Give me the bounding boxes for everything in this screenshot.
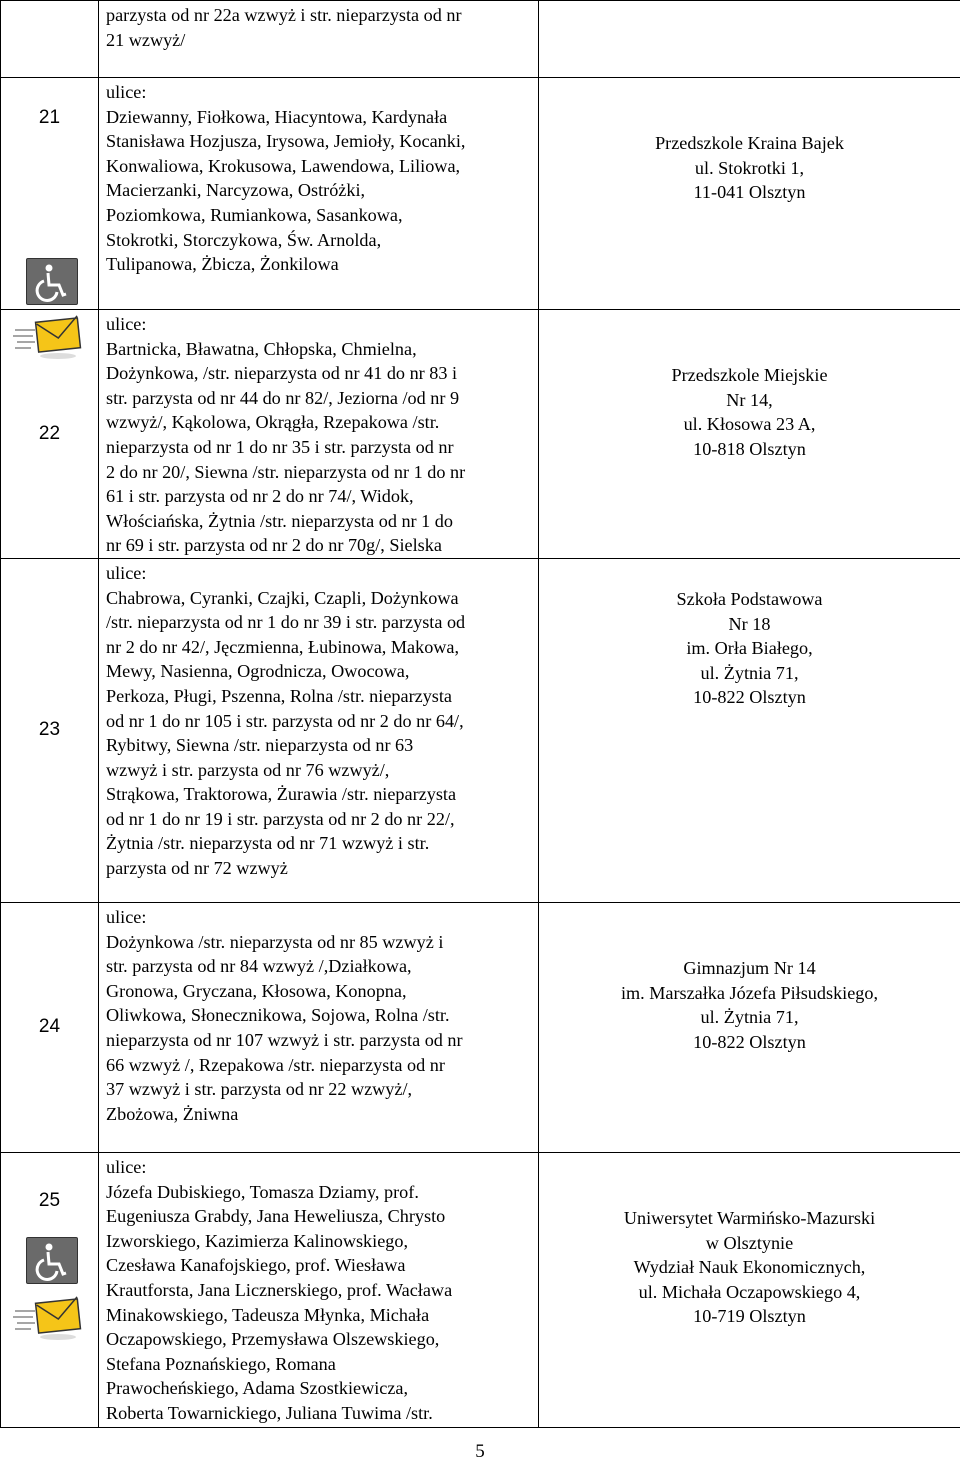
text-line: Zbożowa, Żniwna xyxy=(106,1103,239,1124)
institution-address: ul. Stokrotki 1, xyxy=(694,157,805,178)
institution-city: 10-818 Olsztyn xyxy=(693,438,806,459)
text-line: 66 wzwyż /, Rzepakowa /str. nieparzysta od nr xyxy=(106,1054,445,1075)
text-line: Czesława Kanafojskiego, prof. Wiesława xyxy=(106,1255,406,1276)
text-line: Oczapowskiego, Przemysława Olszewskiego, xyxy=(106,1329,440,1350)
streets-label: ulice: xyxy=(106,906,147,927)
text-line: Mewy, Nasienna, Ogrodnicza, Owocowa, xyxy=(106,661,410,682)
table-row-25 xyxy=(1,1152,960,1427)
institution-city: 10-822 Olsztyn xyxy=(693,1031,806,1052)
institution-address: ul. Michała Oczapowskiego 4, xyxy=(638,1281,861,1302)
number-cell xyxy=(1,1152,99,1427)
institution-name: Szkoła Podstawowa xyxy=(676,588,823,609)
text-line: 37 wzwyż i str. parzysta od nr 22 wzwyż/, xyxy=(106,1079,413,1100)
text-line: Tulipanowa, Żbicza, Żonkilowa xyxy=(106,254,339,275)
text-line: Bartnicka, Bławatna, Chłopska, Chmielna, xyxy=(106,338,417,359)
district-number: 21 xyxy=(38,107,61,128)
streets-cell xyxy=(99,1152,539,1427)
text-line: Dziewanny, Fiołkowa, Hiacyntowa, Kardynała xyxy=(106,106,448,127)
streets-cell xyxy=(99,1,539,78)
institution-number: Nr 18 xyxy=(728,613,771,634)
district-number: 23 xyxy=(38,719,61,741)
text-line: od nr 1 do nr 105 i str. parzysta od nr 2 do nr 64/, xyxy=(106,710,464,731)
institution-cell xyxy=(539,558,960,902)
streets-cell xyxy=(99,902,539,1152)
institution-location: w Olsztynie xyxy=(705,1232,794,1253)
institution-cell xyxy=(539,1,960,78)
institution-city: 10-822 Olsztyn xyxy=(693,687,806,708)
institution-number: Nr 14, xyxy=(726,389,773,410)
text-line: nr 2 do nr 42/, Jęczmienna, Łubinowa, Makowa, xyxy=(106,636,460,657)
table-row-continuation xyxy=(1,1,960,78)
text-line: Dożynkowa, /str. nieparzysta od nr 41 do nr 83 i xyxy=(106,363,458,384)
text-line: Gronowa, Gryczana, Kłosowa, Konopna, xyxy=(106,980,407,1001)
institution-cell xyxy=(539,902,960,1152)
text-line: str. parzysta od nr 84 wzwyż /,Działkowa, xyxy=(106,956,412,977)
wheelchair-icon xyxy=(26,258,78,305)
envelope-icon xyxy=(13,1293,85,1343)
text-line: wzwyż/, Kąkolowa, Okrągła, Rzepakowa /str. xyxy=(106,412,440,433)
text-line: Strąkowa, Traktorowa, Żurawia /str. nieparzysta xyxy=(106,784,457,805)
institution-city: 10-719 Olsztyn xyxy=(693,1306,806,1327)
number-cell xyxy=(1,902,99,1152)
text-line: Stanisława Hozjusza, Irysowa, Jemioły, Kocanki, xyxy=(106,131,466,152)
institution-cell xyxy=(539,310,960,559)
streets-label: ulice: xyxy=(106,562,147,583)
text-line: nr 69 i str. parzysta od nr 2 do nr 70g/, Sielska xyxy=(106,535,442,556)
institution-cell xyxy=(539,1152,960,1427)
text-line: parzysta od nr 22a wzwyż i str. nieparzysta od nr xyxy=(106,5,462,25)
text-line: Dożynkowa /str. nieparzysta od nr 85 wzwyż i xyxy=(106,931,444,952)
institution-address: ul. Żytnia 71, xyxy=(700,662,799,683)
institution-cell xyxy=(539,78,960,310)
streets-cell xyxy=(99,310,539,559)
text-line: wzwyż i str. parzysta od nr 76 wzwyż/, xyxy=(106,759,390,780)
text-line: /str. nieparzysta od nr 1 do nr 39 i str. parzysta od xyxy=(106,612,466,633)
text-line: parzysta od nr 72 wzwyż xyxy=(106,858,288,879)
text-line: Poziomkowa, Rumiankowa, Sasankowa, xyxy=(106,204,403,225)
page-number: 5 xyxy=(475,1441,485,1462)
text-line: Izworskiego, Kazimierza Kalinowskiego, xyxy=(106,1230,409,1251)
text-line: Minakowskiego, Tadeusza Młynka, Michała xyxy=(106,1304,430,1325)
text-line: 2 do nr 20/, Siewna /str. nieparzysta od nr 1 do nr xyxy=(106,461,466,482)
text-line: nieparzysta od nr 107 wzwyż i str. parzysta od nr xyxy=(106,1029,463,1050)
text-line: Żytnia /str. nieparzysta od nr 71 wzwyż i str. xyxy=(106,833,430,854)
envelope-icon xyxy=(13,312,85,362)
institution-patron: im. Orła Białego, xyxy=(686,638,813,659)
table-row-21 xyxy=(1,78,960,310)
streets-cell xyxy=(99,558,539,902)
text-line: 21 wzwyż/ xyxy=(106,29,186,50)
text-line: Oliwkowa, Słonecznikowa, Sojowa, Rolna /str. xyxy=(106,1005,450,1026)
table-row-24 xyxy=(1,902,960,1152)
text-line: Perkoza, Pługi, Pszenna, Rolna /str. nieparzysta xyxy=(106,685,452,706)
streets-cell xyxy=(99,78,539,310)
table-row-23 xyxy=(1,558,960,902)
text-line: Chabrowa, Cyranki, Czajki, Czapli, Dożynkowa xyxy=(106,587,459,608)
wheelchair-icon xyxy=(26,1237,78,1284)
number-cell xyxy=(1,1,99,78)
text-line: 61 i str. parzysta od nr 2 do nr 74/, Widok, xyxy=(106,486,414,507)
institution-name: Uniwersytet Warmińsko-Mazurski xyxy=(623,1207,876,1228)
district-number: 24 xyxy=(38,1016,61,1038)
text-line: Konwaliowa, Krokusowa, Lawendowa, Liliowa, xyxy=(106,155,461,176)
text-line: Macierzanki, Narcyzowa, Ostróżki, xyxy=(106,180,366,201)
text-line: Stokrotki, Storczykowa, Św. Arnolda, xyxy=(106,229,382,250)
streets-label: ulice: xyxy=(106,1156,147,1177)
streets-label: ulice: xyxy=(106,82,147,102)
institution-name: Przedszkole Miejskie xyxy=(671,365,828,385)
text-line: Józefa Dubiskiego, Tomasza Dziamy, prof. xyxy=(106,1181,419,1202)
text-line: nieparzysta od nr 1 do nr 35 i str. parzysta od nr xyxy=(106,436,454,457)
text-line: Stefana Poznańskiego, Romana xyxy=(106,1353,336,1374)
institution-address: ul. Żytnia 71, xyxy=(700,1007,799,1028)
institution-name: Przedszkole Kraina Bajek xyxy=(655,133,844,153)
table-row-22 xyxy=(1,310,960,559)
streets-label: ulice: xyxy=(106,314,147,334)
text-line: Krautforsta, Jana Licznerskiego, prof. Wacława xyxy=(106,1279,453,1300)
institution-address: ul. Kłosowa 23 A, xyxy=(683,414,816,435)
text-line: Włościańska, Żytnia /str. nieparzysta od nr 1 do xyxy=(106,510,453,531)
number-cell xyxy=(1,78,99,310)
text-line: Eugeniusza Grabdy, Jana Heweliusza, Chrysto xyxy=(106,1206,446,1227)
institution-city: 11-041 Olsztyn xyxy=(693,182,806,203)
text-line: Roberta Towarnickiego, Juliana Tuwima /str. xyxy=(106,1402,433,1423)
institution-faculty: Wydział Nauk Ekonomicznych, xyxy=(633,1257,866,1278)
institution-patron: im. Marszałka Józefa Piłsudskiego, xyxy=(620,982,879,1003)
district-number: 22 xyxy=(38,422,61,444)
text-line: str. parzysta od nr 44 do nr 82/, Jeziorna /od nr 9 xyxy=(106,387,460,408)
number-cell xyxy=(1,558,99,902)
district-number: 25 xyxy=(38,1189,61,1211)
institution-name: Gimnazjum Nr 14 xyxy=(683,957,816,978)
text-line: Prawocheńskiego, Adama Szostkiewicza, xyxy=(106,1378,409,1399)
text-line: od nr 1 do nr 19 i str. parzysta od nr 2 do nr 22/, xyxy=(106,808,455,829)
text-line: Rybitwy, Siewna /str. nieparzysta od nr 63 xyxy=(106,735,414,756)
